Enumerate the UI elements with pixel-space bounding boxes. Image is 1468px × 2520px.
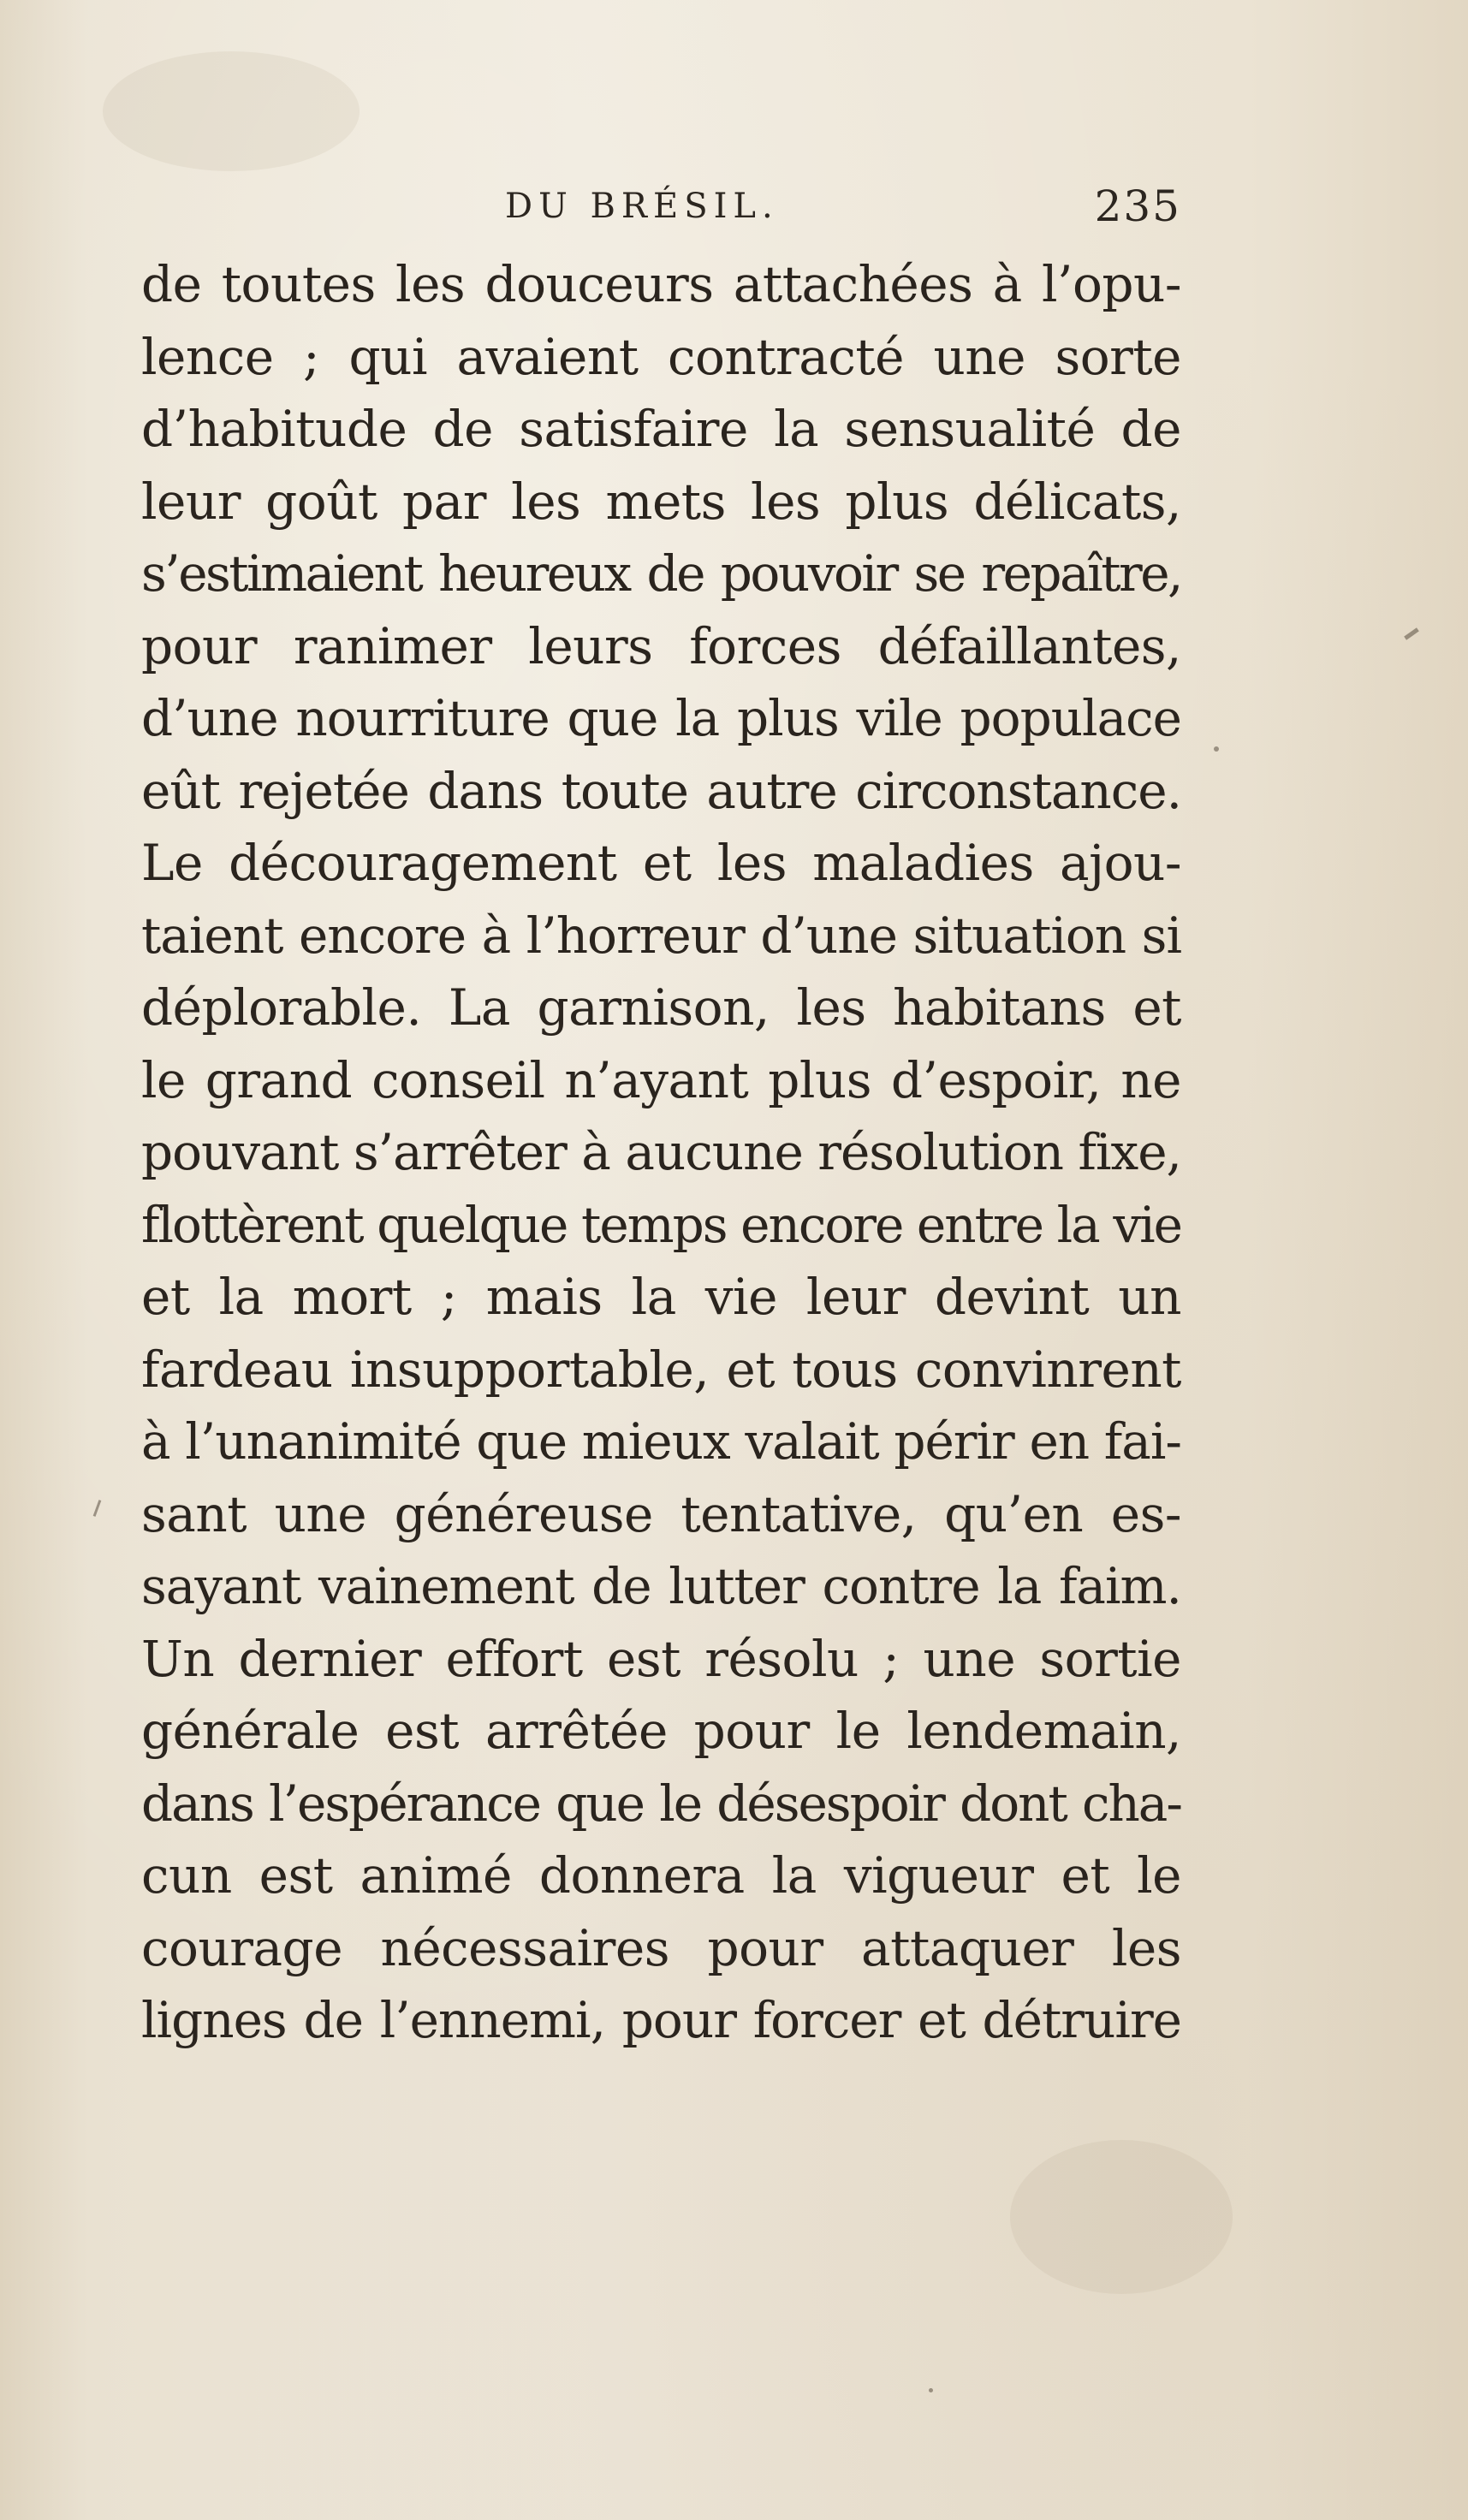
- text-line: le grand conseil n’ayant plus d’espoir, ne: [141, 1050, 1181, 1109]
- text-line: générale est arrêtée pour le lendemain,: [141, 1702, 1181, 1760]
- text-line: courage nécessaires pour attaquer les: [141, 1918, 1181, 1977]
- text-line: sant une généreuse tentative, qu’en es-: [141, 1484, 1181, 1543]
- text-line: lignes de l’ennemi, pour forcer et détruire: [141, 1991, 1181, 2049]
- text-line: pouvant s’arrêter à aucune résolution fixe,: [141, 1123, 1181, 1181]
- text-line: eût rejetée dans toute autre circonstance.: [141, 761, 1181, 820]
- ink-speck: [929, 2388, 933, 2392]
- text-line: dans l’espérance que le désespoir dont cha-: [141, 1774, 1181, 1833]
- text-line: à l’unanimité que mieux valait périr en fai-: [141, 1412, 1181, 1471]
- ink-speck: [1404, 627, 1419, 639]
- ink-speck: [93, 1500, 102, 1517]
- text-line: Le découragement et les maladies ajou-: [141, 834, 1181, 892]
- text-line: Un dernier effort est résolu ; une sortie: [141, 1629, 1181, 1688]
- body-text: [141, 248, 1181, 2057]
- text-line: lence ; qui avaient contracté une sorte: [141, 327, 1181, 386]
- page-number: 235: [1094, 181, 1181, 231]
- text-line: d’habitude de satisfaire la sensualité de: [141, 400, 1181, 458]
- running-head: [141, 181, 1181, 233]
- text-line: et la mort ; mais la vie leur devint un: [141, 1268, 1181, 1326]
- text-line: leur goût par les mets les plus délicats,: [141, 472, 1181, 531]
- text-line: cun est animé donnera la vigueur et le: [141, 1846, 1181, 1905]
- running-title: DU BRÉSIL.: [505, 187, 779, 226]
- text-line: fardeau insupportable, et tous convinrent: [141, 1340, 1181, 1399]
- ink-speck: [1214, 746, 1219, 752]
- text-line: de toutes les douceurs attachées à l’opu-: [141, 255, 1181, 313]
- paper-stain: [1010, 2140, 1233, 2294]
- paper-stain: [103, 51, 360, 171]
- text-line: flottèrent quelque temps encore entre la vie: [141, 1195, 1181, 1254]
- text-line: pour ranimer leurs forces défaillantes,: [141, 616, 1181, 675]
- text-line: s’estimaient heureux de pouvoir se repaître,: [141, 544, 1181, 603]
- text-line: d’une nourriture que la plus vile populace: [141, 689, 1181, 747]
- text-line: déplorable. La garnison, les habitans et: [141, 978, 1181, 1037]
- text-line: sayant vainement de lutter contre la faim.: [141, 1557, 1181, 1615]
- text-line: taient encore à l’horreur d’une situation si: [141, 906, 1181, 965]
